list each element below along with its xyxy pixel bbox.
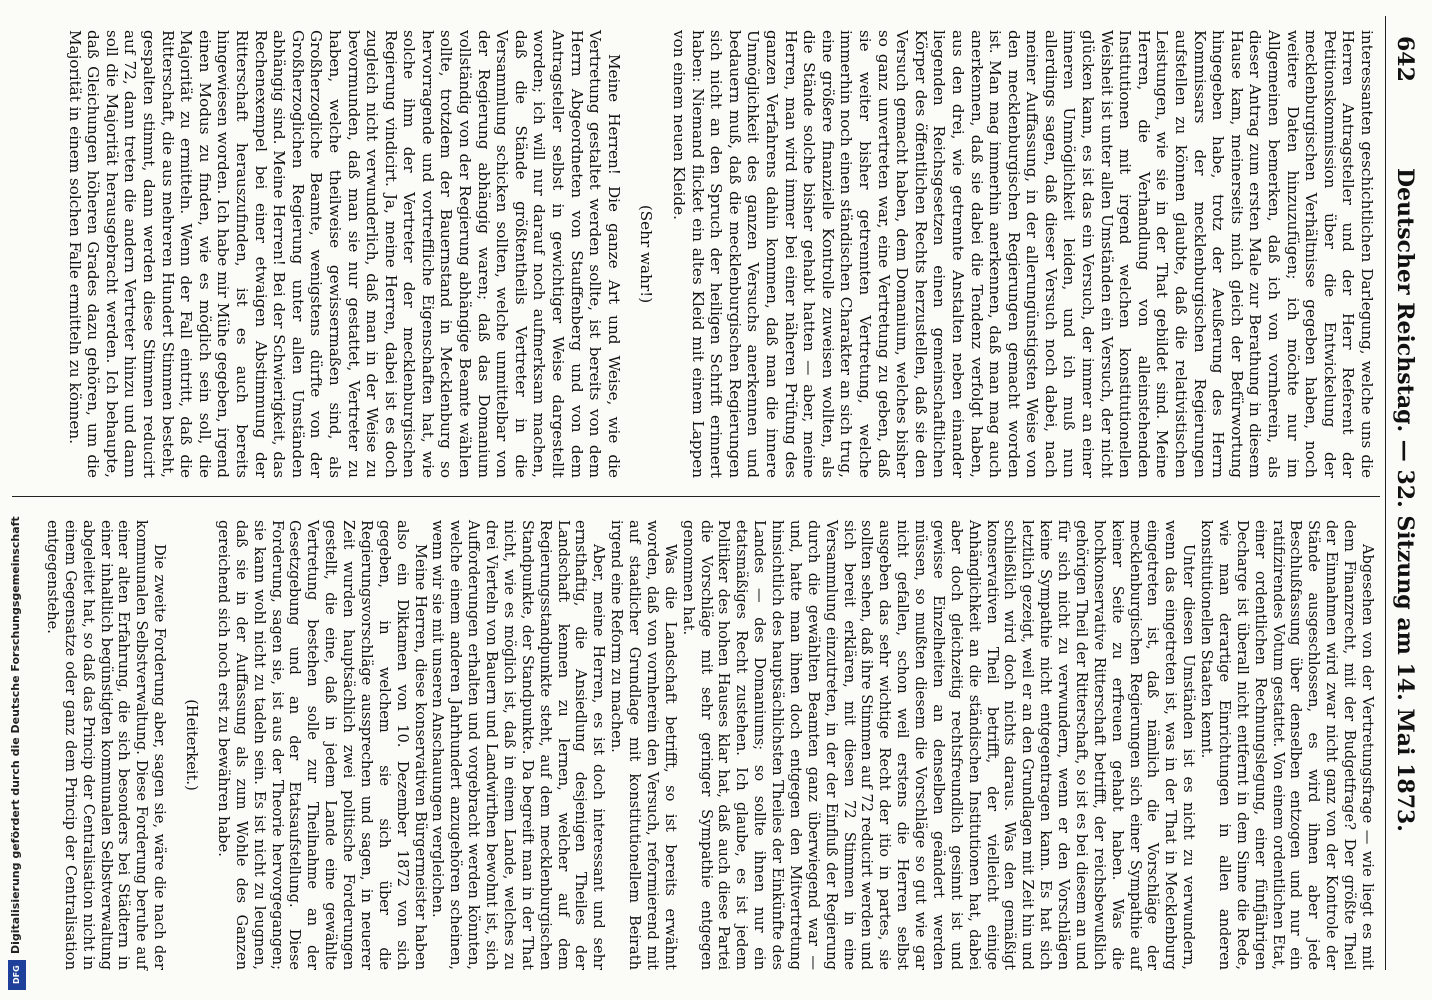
left-paragraph-2: Meine Herren! Die ganze Art und Weise, wie die Vertretung gestaltet werden sollte, ist bereits von dem Herrn Abgeordneten von Stauffenberg und von dem Antragsteller selbst in gewichtiger Weise dargestellt worden; ich will nur darauf noch aufmerksam machen, daß die Stände größtentheils Vertreter in die Versammlung schicken sollten, welche unmittelbar von der Regierung abhängig waren; daß das Domanium vollständig von der Regierung abhängige Beamte wählen sollte, trotzdem der Bauernstand in Mecklenburg so hervorragende und vortreffliche Eigenschaften hat, wie solche ihm der Vertreter der mecklenburgischen Regierung vindicirt. Ja, meine Herren, dabei ist es doch zugleich nicht verwunderlich, daß man in der Weise zu bevormunden, daß man sie nur gestattet, Vertreter zu haben, welche theilweise gewissermaßen sind, als Großherzogliche Beamte, wenigstens dürfte von der Großherzoglichen Regierung unter allen Umständen abhängig sind. Meine Herren! Bei der Schwierigkeit, das Rechenexempel bei einer etwaigen Abstimmung der Ritterschaft herauszufinden, ist es auch bereits hingewiesen worden. Ich habe mir Mühe gegeben, irgend einen Modus zu finden, wie es möglich sein soll, die Majorität zu ermitteln. Wenn der Fall eintritt, daß die Ritterschaft, die aus mehreren Hundert Stimmen besteht, gespalten stimmt, dann werden diese Stimmen reducirt auf 72, dann treten die andern Vertreter hinzu und dann soll die Majorität herausgebracht werden. Ich behaupte, daß Gleichungen höheren Grades dazu gehören, um die Majorität in einem solchen Falle ermitteln zu können. [65,30,623,478]
right-paragraph-3: Was die Landschaft betrifft, so ist bereits erwähnt worden, daß von vornherein den Versuch, reformierend mit auf staatlicher Grundlage mit konstitutionellem Beirath irgend eine Reform zu machen. [608,520,679,970]
header-rule [1385,16,1386,970]
column-divider [12,496,1380,497]
right-column [43,520,1376,970]
right-paragraph-5: Meine Herren, diese konservativen Bürgermeister haben also ein Diktamen von 10. Dezember 1872 von sich gegeben, in welchem sie sich über die Regierungsvorschläge aussprechen und sagen, in neuerer Zeit wurden hauptsächlich zwei politische Forderungen gestellt, die eine, daß in jedem Lande eine gewählte Vertretung bestehen solle zur Theilnahme an der Gesetzgebung und an der Etatsaufstellung. Diese Forderung, sagen sie, ist aus der Theorie hervorgegangen; sie kann wohl nicht zu tadeln sein. Es ist nicht zu leugnen, daß sie in der Auffassung als zum Wohle des Ganzen gereichend sich noch erst zu bewähren habe. [215,520,429,970]
page-header [1390,20,1418,980]
dfg-logo: DFG [8,960,26,990]
left-paragraph-1: interessanten geschichtlichen Darlegung, welche uns die Herren Antragsteller und der Herr Referent der Petitionskommission über die Entwickelung der mecklenburgischen Verhältnisse gegeben haben, noch weitere Daten hinzuzufügen; ich möchte nur im Allgemeinen bemerken, daß ich von vornherein, als dieser Antrag zum ersten Male zur Berathung in diesem Hause kam, meinerseits mich gleich der Befürwortung hingegeben habe, trotz der Aeußerung des Herrn Kommissars der mecklenburgischen Regierungen aufstellen zu können glaubte, daß die relativistischen Leistungen, wie sie in der That gebildet sind. Meine Herren, die Verhandlung von alleinstehenden Institutionen mit irgend welchen konstitutionellen Weisheit ist unter allen Umständen ein Versuch, der nicht glücken kann, es ist das ein Versuch, der immer an einer inneren Unmöglichkeit leiden, und ich muß nun allerdings sagen, daß dieser Versuch noch dabei, nach meiner Auffassung, in der allerungünstigsten Weise von den mecklenburgischen Regierungen gemacht worden ist. Man mag immerhin anerkennen, daß man mag auch anerkennen, daß sie dabei die Tendenz verfolgt haben, aus den drei, wie getrennte Anstalten neben einander liegenden Reichsgesetzen einen gemeinschaftlichen Körper des öffentlichen Rechts herzustellen, daß sie den Versuch gemacht haben, dem Domanium, welches bisher so ganz unvertreten war, eine Vertretung zu geben, daß sie weiter bisher getrennten Vertretung, welche immerhin noch einen ständischen Charakter an sich trug, eine größere finanzielle Kontrolle zuweisen wollten, als die Stände solche bisher gehabt hatten — aber, meine Herren, man wird immer bei einer näheren Prüfung des ganzen Verfahrens dahin kommen, daß man die innere Unmöglichkeit des ganzen Versuchs anerkennen und bedauern muß, daß die mecklenburgischen Regierungen sich nicht an den Spruch der heiligen Schrift erinnert haben: Niemand flicket ein altes Kleid mit einem Lappen von einem neuen Kleide. [670,30,1376,478]
digitization-note-text: Digitalisierung gefördert durch die Deutsche Forschungsgemeinschaft [9,516,22,954]
right-paragraph-2: Unter diesen Umständen ist es nicht zu verwundern, wenn das eingetreten ist, was in der That in Mecklenburg eingetreten ist, daß nämlich die Vorschläge der mecklenburgischen Regierungen sich einer Sympathie auf keiner Seite zu erfreuen gehabt haben. Was die hochkonservative Ritterschaft betrifft, der reichsbewußlich gehörigen Theil der Ritterschaft, so ist es bei diesem an und für sich nicht zu verwundern, wenn er den Vorschlägen keine Sympathie nicht entgegentragen kann. Es hat sich letztlich gezeigt, weil er an den Grundlagen mit Zeit hin und schließlich wird doch nichts daraus. Was den gemäßigt konservativen Theil betrifft, der vielleicht einige Anhänglichkeit an die ständischen Institutionen hat, dabei aber doch gleichzeitig rechtsfreundlich gesinnt ist und gewisse Einzelheiten an denselben geändert werden müssen, so mußten diesem die Vorschläge so gut wie gar nicht gefallen, schon weil erstens die Herren selbst ausgeben das sehr wichtige Recht der itio in partes, sie sollten sehen, daß ihre Stimmen auf 72 reducirt werden und sich bereit erklären, mit diesen 72 Stimmen in eine Versammlung einzutreten, in der der Einfluß der Regierung durch die gewählten Beamten ganz überwiegend war — und, hatte man ihnen doch entgegen den Mitvertretung hinsichtlich des hauptsächlichsten Theiles der Einkünfte des Landes — des Domaniums; so sollte ihnen nur ein etatsmäßiges Recht zustehen. Ich glaube, es ist jedem Politiker des hohen Hauses klar hat, daß auch diese Partei die Vorschläge mit sehr geringer Sympathie entgegen genommen hat. [679,520,1198,970]
page-title: Deutscher Reichstag. — 32. Sitzung am 14. Mai 1873. [1392,168,1418,832]
right-paragraph-6: Die zweite Forderung aber, sagen sie, wäre die nach der kommunalen Selbstverwaltung. Diese Forderung beruhe auf einer alten Erfahrung, die sich besonders bei Städtern in einer inhaltlich begünstigten kommunalen Selbstverwaltung abgeleitet hat, so daß das Princip der Centralisation nicht in einem Gegensatze oder ganz dem Princip der Centralisation entgegenstehe. [44,520,169,970]
digitization-note [4,394,28,994]
left-interjection: (Sehr wahr!) [637,204,656,304]
left-column [65,30,1376,478]
right-paragraph-1: Abgesehen von der Vertretungsfrage — wie liegt es mit dem Finanzrecht, mit der Budgetfrage? Der größte Theil der Einnahmen wird zwar nicht ganz von der Kontrole der Stände ausgeschlossen, es wird ihnen aber jede Beschlußfassung über denselben entzogen und nur ein ratifizirendes Votum gestattet. Von einem ordentlichen Etat, einer ordentlichen Rechnungslegung, einer fünfjährigen Decharge ist überall nicht entfernt in dem Sinne die Rede, wie man derartige Einrichtungen in allen anderen konstitutionellen Staaten kennt. [1198,520,1376,970]
right-paragraph-4: Aber, meine Herren, es ist doch interessant und sehr ernsthaftig, die Ansiedlung desjenigen Theiles der Landschaft kennen zu lernen, welcher auf dem Regierungsstandpunkte steht, auf dem mecklenburgischen Standpunkte, der Standpunkte. Da begreift man in der That nicht, wie es möglich ist, daß in einem Lande, welches zu drei Vierteln von Bauern und Landwirthen bewohnt ist, sich Aufforderungen erhalten und vorgebracht werden könnten, welche einem anderen Jahrhundert anzugehören scheinen, wenn wir sie mit unseren Anschauungen vergleichen. [429,520,608,970]
right-interjection: (Heiterkeit.) [183,699,201,791]
page-number: 642 [1392,36,1418,82]
